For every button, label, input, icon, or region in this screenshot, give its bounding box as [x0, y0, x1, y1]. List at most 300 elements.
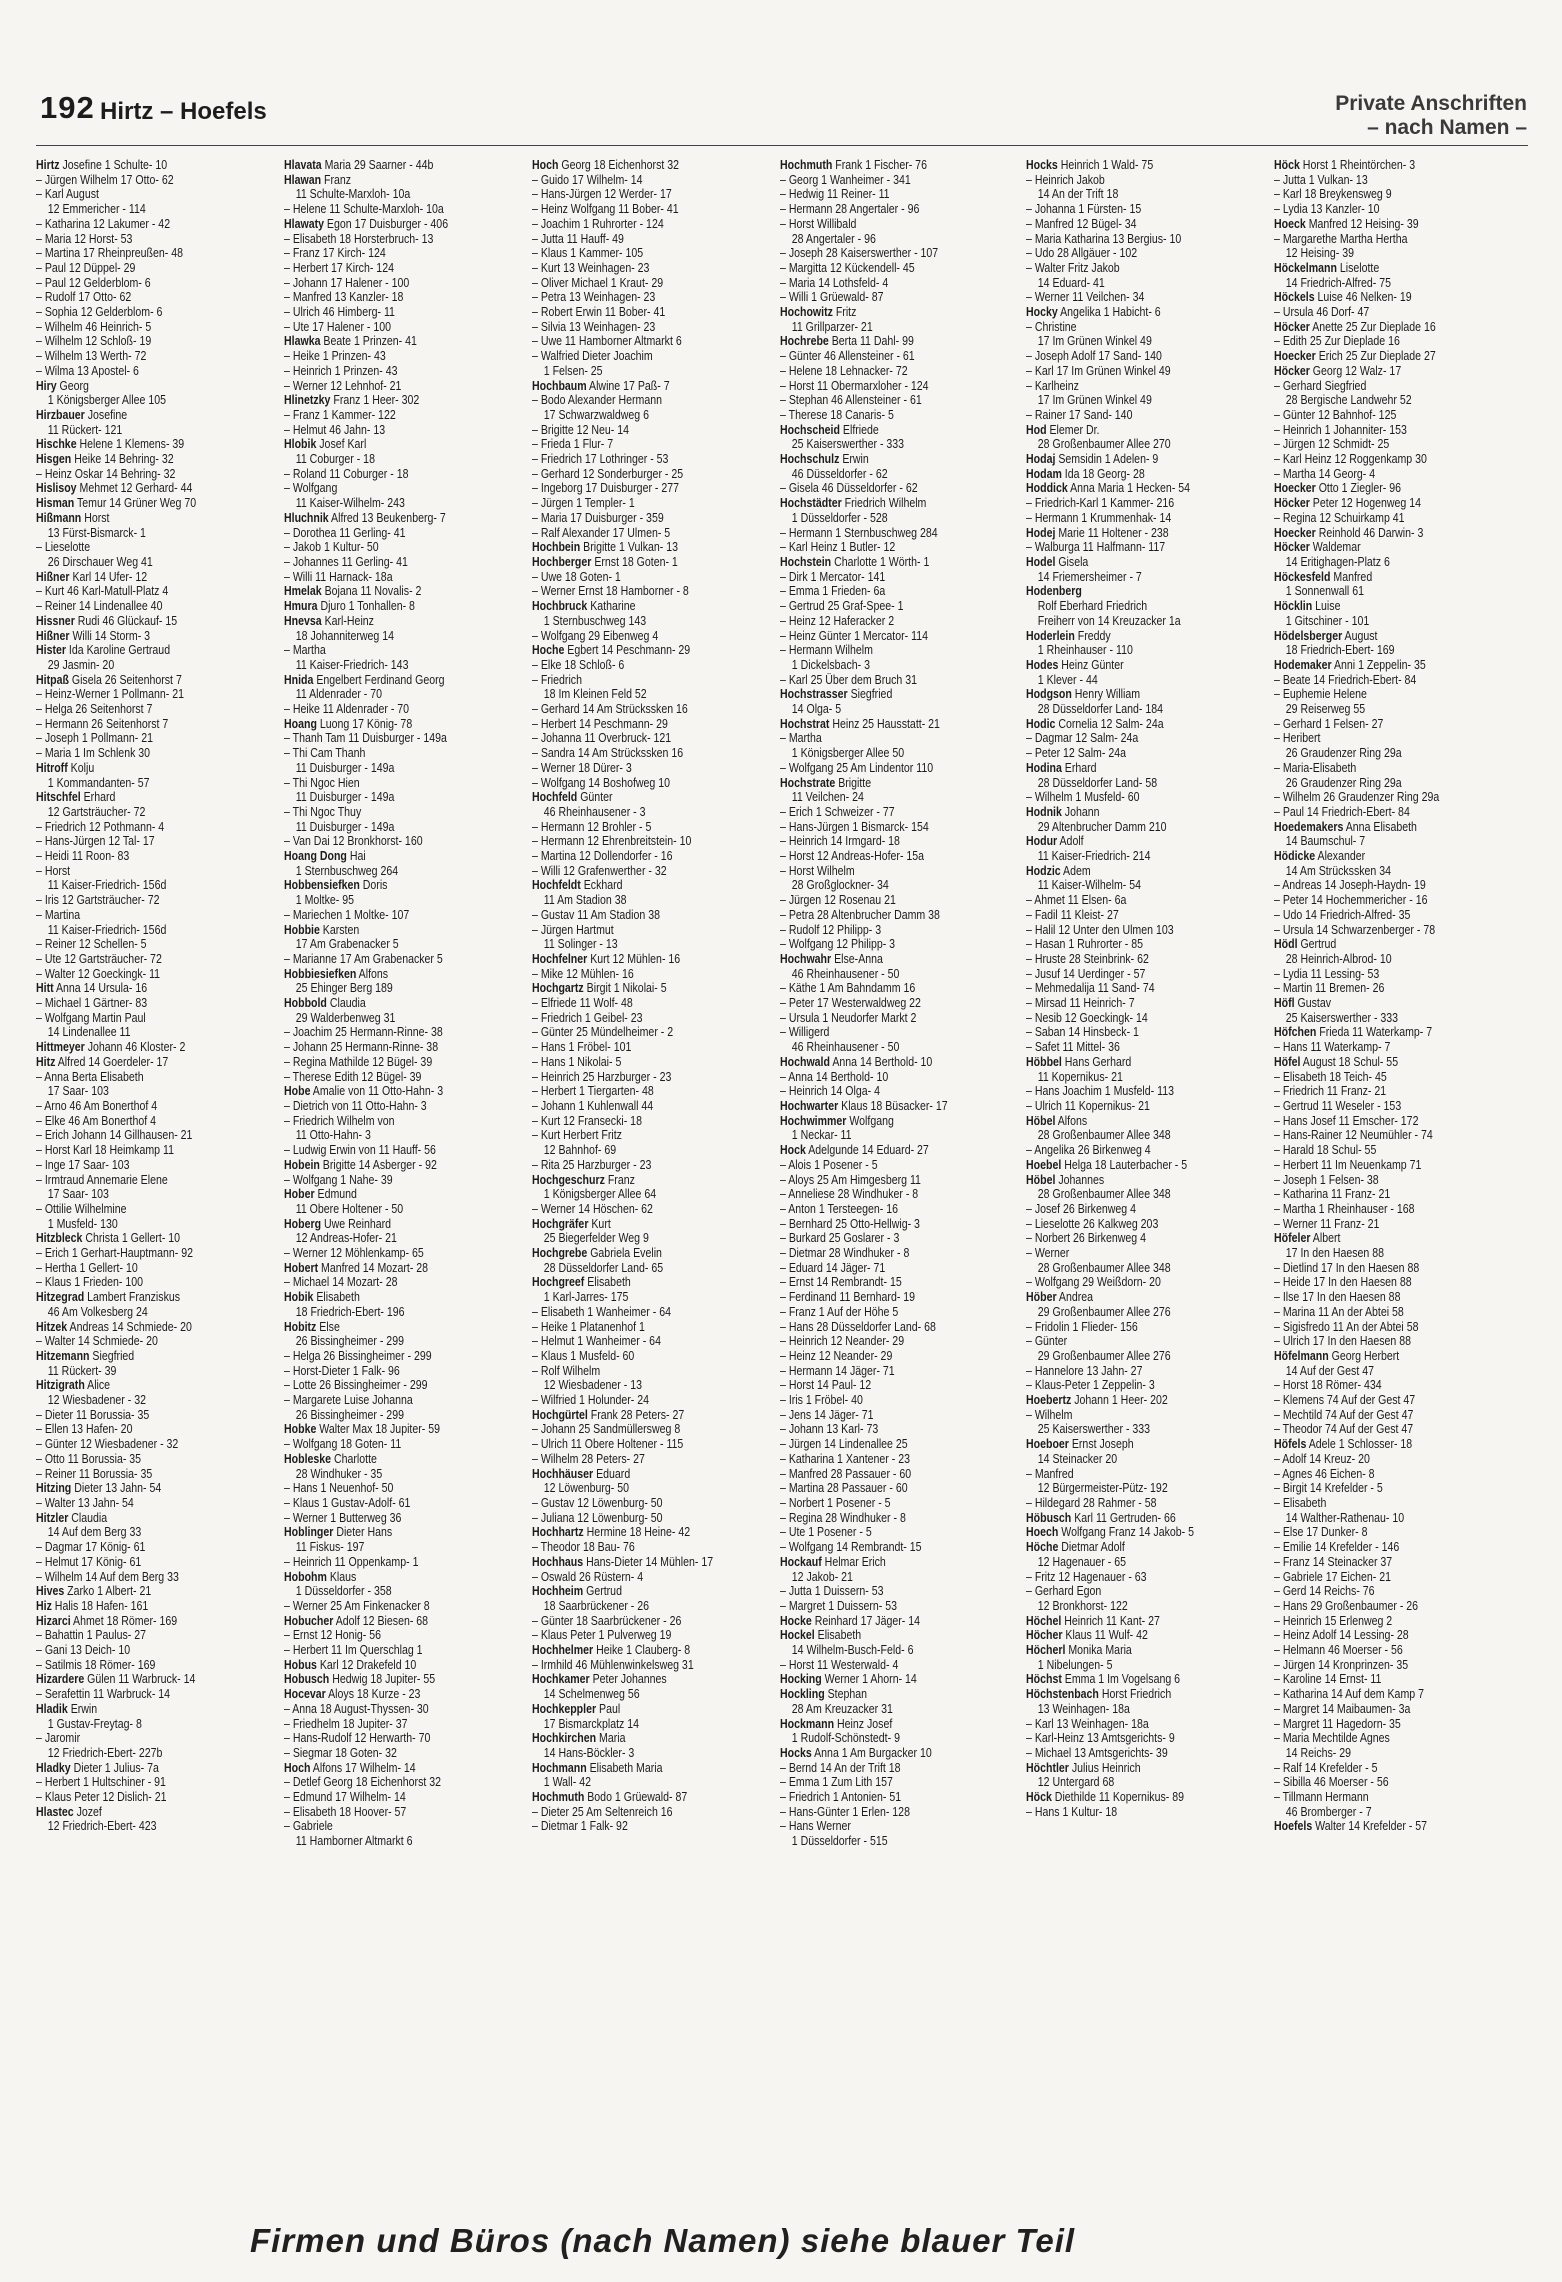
entry-details: Stephan [824, 1687, 868, 1702]
entry-surname: Hocky [1026, 305, 1058, 320]
entry-member: – Fadil 11 Kleist- 27 [1026, 907, 1119, 922]
entry-details: Horst [81, 510, 110, 525]
entry-surname: Hisgen [36, 452, 72, 467]
entry-surname: Hochmuth [780, 158, 833, 172]
entry-details: Zarko 1 Albert- 21 [64, 1584, 152, 1599]
entry-surname: Hirzbauer [36, 407, 85, 422]
entry-surname-line [780, 1687, 978, 1702]
entry-details: Gabriela Evelin [587, 1246, 662, 1261]
entry-member: – Regina Mathilde 12 Bügel- 39 [284, 1054, 433, 1069]
entry-surname-line [36, 1231, 234, 1246]
entry-continuation: 1 Gustav-Freytag- 8 [47, 1716, 142, 1731]
entry-surname-line [1026, 687, 1224, 702]
entry-member: – Heinz 12 Neander- 29 [780, 1348, 893, 1363]
entry-details: Karl 11 Gertruden- 66 [1071, 1510, 1176, 1525]
entry-surname: Hißner [36, 628, 70, 643]
entry-surname: Hödicke [1274, 849, 1316, 864]
entry-surname: Hochrebe [780, 334, 829, 349]
entry-surname: Hlawaty [284, 216, 324, 231]
entry-member: – Gustav 11 Am Stadion 38 [532, 907, 661, 922]
entry-member: – Helmut 46 Jahn- 13 [284, 422, 386, 437]
entry-surname-line [1274, 364, 1472, 379]
entry-surname: Hoebel [1026, 1157, 1062, 1172]
entry-continuation: 12 Untergard 68 [1037, 1775, 1115, 1790]
entry-surname: Höcker [1274, 496, 1310, 511]
entry-surname: Hocks [780, 1745, 812, 1760]
entry-details: Katharine [587, 599, 636, 614]
directory-column [1274, 158, 1510, 2208]
entry-continuation: 14 Auf der Gest 47 [1285, 1363, 1374, 1378]
entry-surname: Hodes [1026, 657, 1059, 672]
entry-details: Horst 1 Rheintörchen- 3 [1299, 158, 1416, 172]
entry-surname: Hoberg [284, 1216, 322, 1231]
entry-details: Albert [1310, 1231, 1341, 1246]
section-title-line2: – nach Namen – [1367, 116, 1527, 139]
entry-continuation: 26 Graudenzer Ring 29a [1285, 775, 1402, 790]
entry-surname: Hochmuth [532, 1790, 585, 1805]
entry-member: – Siegmar 18 Goten- 32 [284, 1745, 397, 1760]
entry-surname: Hitschfel [36, 790, 81, 805]
entry-surname-line [36, 1761, 234, 1776]
entry-member: – Petra 28 Altenbrucher Damm 38 [780, 907, 940, 922]
entry-surname-line [1274, 481, 1472, 496]
entry-member: – Ernst 12 Honig- 56 [284, 1628, 382, 1643]
entry-details: Bodo 1 Grüewald- 87 [584, 1790, 688, 1805]
entry-details: Dietmar Adolf [1058, 1540, 1125, 1555]
entry-surname-line [284, 1084, 482, 1099]
entry-member: – Werner 11 Veilchen- 34 [1026, 290, 1145, 305]
entry-surname-line [36, 481, 234, 496]
entry-member: – Jürgen 1 Templer- 1 [532, 496, 635, 511]
entry-continuation: 12 Friedrich-Ebert- 227b [47, 1745, 163, 1760]
entry-details: Charlotte 1 Wörth- 1 [831, 554, 930, 569]
entry-member: – Norbert 26 Birkenweg 4 [1026, 1231, 1146, 1246]
entry-continuation: 11 Coburger - 18 [295, 452, 375, 467]
entry-continuation: 11 Fiskus- 197 [295, 1540, 365, 1555]
entry-member: – Horst 18 Römer- 434 [1274, 1378, 1382, 1393]
entry-surname-line [1274, 570, 1472, 585]
entry-member: – Heinz-Werner 1 Pollmann- 21 [36, 687, 184, 702]
entry-details: August 18 Schul- 55 [1300, 1054, 1399, 1069]
entry-details: Wolfgang Franz 14 Jakob- 5 [1058, 1525, 1194, 1540]
entry-surname: Hochbein [532, 540, 581, 555]
entry-member: – Uwe 18 Goten- 1 [532, 569, 621, 584]
entry-member: – Ilse 17 In den Haesen 88 [1274, 1290, 1401, 1305]
entry-member: – Iris 1 Fröbel- 40 [780, 1393, 863, 1408]
entry-surname-line [284, 673, 482, 688]
entry-surname: Hitzek [36, 1319, 68, 1334]
entry-member: – Anneliese 28 Windhuker - 8 [780, 1187, 919, 1202]
entry-member: – Horst 11 Westerwald- 4 [780, 1657, 899, 1672]
entry-member: – Heide 17 In den Haesen 88 [1274, 1275, 1412, 1290]
entry-continuation: 28 Großenbaumer Allee 348 [1037, 1260, 1171, 1275]
entry-member: – Klaus 1 Kammer- 105 [532, 246, 644, 261]
entry-continuation: 12 Wiesbadener - 13 [543, 1378, 642, 1393]
entry-member: – Günter 46 Allensteiner - 61 [780, 349, 915, 364]
entry-continuation: 14 Auf dem Berg 33 [47, 1525, 142, 1540]
entry-continuation: 14 Steinacker 20 [1037, 1451, 1118, 1466]
entry-continuation: 25 Kaiserswerther - 333 [1285, 1010, 1399, 1025]
entry-member: – Wilhelm 14 Auf dem Berg 33 [36, 1569, 179, 1584]
entry-member: – Werner 14 Höschen- 62 [532, 1201, 653, 1216]
entry-member: – Kurt 13 Weinhagen- 23 [532, 260, 650, 275]
entry-continuation: 1 Nibelungen- 5 [1037, 1657, 1113, 1672]
entry-surname: Hodej [1026, 525, 1056, 540]
entry-surname: Hocke [780, 1613, 812, 1628]
entry-details: Frank 28 Peters- 27 [587, 1407, 685, 1422]
section-title [1335, 92, 1527, 140]
entry-surname: Hitt [36, 981, 54, 996]
entry-details: Egon 17 Duisburger - 406 [323, 216, 449, 231]
entry-member: – Edmund 17 Wilhelm- 14 [284, 1790, 406, 1805]
entry-continuation: 1 Klever - 44 [1037, 672, 1098, 687]
entry-member: – Hannelore 13 Jahn- 27 [1026, 1363, 1143, 1378]
directory-column [284, 158, 520, 2208]
entry-surname: Hoche [532, 643, 565, 658]
entry-member: – Tillmann Hermann [1274, 1790, 1369, 1805]
entry-surname: Hobucher [284, 1613, 334, 1628]
entry-member: – Margitta 12 Kückendell- 45 [780, 260, 915, 275]
entry-member: – Maria Katharina 13 Bergius- 10 [1026, 231, 1182, 246]
entry-surname-line [532, 878, 730, 893]
entry-member: – Heidi 11 Roon- 83 [36, 849, 130, 864]
entry-continuation: 18 Johanniterweg 14 [295, 628, 394, 643]
entry-details: Maria [596, 1731, 626, 1746]
entry-member: – Heinz Oskar 14 Behring- 32 [36, 466, 176, 481]
entry-surname: Hochbruck [532, 599, 588, 614]
entry-surname: Hodaj [1026, 452, 1056, 467]
entry-member: – Emma 1 Frieden- 6a [780, 584, 886, 599]
entry-member: – Karoline 14 Ernst- 11 [1274, 1672, 1382, 1687]
entry-member: – Heike 1 Prinzen- 43 [284, 349, 386, 364]
entry-member: – Heinrich 14 Irmgard- 18 [780, 834, 900, 849]
entry-member: – Erich Johann 14 Gillhausen- 21 [36, 1128, 193, 1143]
entry-continuation: 11 Aldenrader - 70 [295, 687, 383, 702]
entry-details: Johannes [1055, 1172, 1105, 1187]
entry-member: – Mike 12 Mühlen- 16 [532, 966, 634, 981]
entry-member: – Robert Erwin 11 Bober- 41 [532, 305, 666, 320]
entry-details: Luise [1312, 599, 1341, 614]
entry-surname: Hochschulz [780, 452, 840, 467]
entry-member: – Hans-Rainer 12 Neumühler - 74 [1274, 1128, 1433, 1143]
entry-member: – Elke 18 Schloß- 6 [532, 657, 625, 672]
entry-member: – Herbert 17 Kirch- 124 [284, 260, 394, 275]
entry-details: Eduard [593, 1466, 631, 1481]
entry-continuation: 26 Bissingheimer - 299 [295, 1334, 404, 1349]
entry-continuation: 12 Bronkhorst- 122 [1037, 1598, 1128, 1613]
entry-member: – Anna Berta Elisabeth [36, 1069, 144, 1084]
entry-details: Temur 14 Grüner Weg 70 [74, 496, 197, 511]
entry-surname: Hockauf [780, 1554, 822, 1569]
entry-surname-line [1274, 1349, 1472, 1364]
entry-details: Edmund [314, 1187, 357, 1202]
entry-details: Brigitte 14 Asberger - 92 [319, 1157, 437, 1172]
entry-member: – Werner 25 Am Finkenacker 8 [284, 1598, 430, 1613]
entry-details: Gisela [1055, 554, 1089, 569]
entry-member: – Klaus 1 Gustav-Adolf- 61 [284, 1495, 411, 1510]
entry-member: – Agnes 46 Eichen- 8 [1274, 1466, 1375, 1481]
entry-details: Adele 1 Schlosser- 18 [1306, 1437, 1413, 1452]
entry-member: – Karl Heinz 12 Roggenkamp 30 [1274, 452, 1427, 467]
entry-member: – Otto 11 Borussia- 35 [36, 1451, 142, 1466]
entry-surname: Hochhaus [532, 1554, 584, 1569]
entry-surname-line [1026, 629, 1224, 644]
entry-surname: Hochgrebe [532, 1246, 588, 1261]
entry-continuation: 11 Solinger - 13 [543, 937, 618, 952]
entry-surname-line [532, 599, 730, 614]
entry-member: – Hasan 1 Ruhrorter - 85 [1026, 937, 1144, 952]
entry-details: Kolju [67, 760, 95, 775]
entry-member: – Ursula 46 Dorf- 47 [1274, 305, 1370, 320]
entry-details: Frank 1 Fischer- 76 [832, 158, 927, 172]
entry-surname-line [36, 437, 234, 452]
entry-surname: Hobbensiefken [284, 878, 360, 893]
entry-details: Karl 12 Drakefeld 10 [316, 1657, 417, 1672]
entry-details: Lambert Franziskus [84, 1290, 181, 1305]
entry-member: – Friedrich 11 Franz- 21 [1274, 1084, 1387, 1099]
entry-surname: Hodam [1026, 466, 1062, 481]
entry-continuation: 17 Saar- 103 [47, 1187, 109, 1202]
entry-member: – Günter 18 Saarbrückener - 26 [532, 1613, 682, 1628]
entry-surname: Hoch [532, 158, 559, 172]
entry-member: – Wolfgang 12 Philipp- 3 [780, 937, 896, 952]
entry-details: Luong 17 König- 78 [316, 716, 413, 731]
entry-surname-line [284, 1687, 482, 1702]
entry-member: – Margarethe Martha Hertha [1274, 231, 1408, 246]
entry-member: – Heinrich 1 Prinzen- 43 [284, 363, 398, 378]
entry-surname: Hoeboer [1026, 1437, 1069, 1452]
entry-member: – Elisabeth 18 Horsterbruch- 13 [284, 231, 434, 246]
entry-member: – Wolfgang 14 Rembrandt- 15 [780, 1540, 922, 1555]
entry-surname-line [284, 437, 482, 452]
entry-surname-line [780, 1143, 978, 1158]
entry-continuation: 17 Saar- 103 [47, 1084, 109, 1099]
entry-member: – Wolfgang 18 Goten- 11 [284, 1437, 402, 1452]
entry-surname: Hitzbleck [36, 1231, 83, 1246]
entry-surname: Hißner [36, 569, 70, 584]
entry-details: Frieda 11 Waterkamp- 7 [1316, 1025, 1433, 1040]
entry-surname-line [284, 1658, 482, 1673]
entry-member: – Franz 17 Kirch- 124 [284, 246, 386, 261]
entry-member: – Hans 1 Neuenhof- 50 [284, 1481, 394, 1496]
entry-details: Else-Anna [831, 951, 883, 966]
entry-continuation: 11 Obere Holtener - 50 [295, 1201, 404, 1216]
entry-surname: Höcherl [1026, 1643, 1066, 1658]
entry-continuation: 14 Eduard- 41 [1037, 275, 1105, 290]
entry-member: – Thi Ngoc Thuy [284, 804, 362, 819]
entry-member: – Walter 14 Schmiede- 20 [36, 1334, 158, 1349]
entry-details: Georg 12 Walz- 17 [1309, 363, 1402, 378]
entry-surname-line [1274, 261, 1472, 276]
entry-member: – Lieselotte 26 Kalkweg 203 [1026, 1216, 1159, 1231]
entry-details: Walter 14 Krefelder - 57 [1312, 1819, 1428, 1834]
entry-surname: Hislisoy [36, 481, 77, 496]
entry-member: – Gustav 12 Löwenburg- 50 [532, 1495, 663, 1510]
entry-continuation: 29 Reiserweg 55 [1285, 702, 1366, 717]
entry-surname-line [1026, 658, 1224, 673]
entry-surname: Hirtz [36, 158, 60, 172]
entry-details: Alfons [356, 966, 389, 981]
entry-continuation: 46 Rheinhausener - 50 [791, 966, 900, 981]
entry-surname-line [532, 379, 730, 394]
entry-member: – Gerhard 14 Am Strückssken 16 [532, 702, 688, 717]
entry-details: Else [316, 1319, 340, 1334]
entry-member: – Heinrich 1 Johanniter- 153 [1274, 422, 1407, 437]
entry-details: Diethilde 11 Kopernikus- 89 [1051, 1790, 1184, 1805]
directory-columns [0, 158, 1562, 2208]
entry-member: – Van Dai 12 Bronkhorst- 160 [284, 834, 423, 849]
entry-details: Cornelia 12 Salm- 24a [1055, 716, 1164, 731]
entry-member: – Rudolf 17 Otto- 62 [36, 290, 132, 305]
entry-member: – Wilhelm 1 Musfeld- 60 [1026, 790, 1140, 805]
entry-surname: Hlavata [284, 158, 322, 172]
entry-member: – Kurt Herbert Fritz [532, 1128, 622, 1143]
entry-member: – Heinz Wolfgang 11 Bober- 41 [532, 202, 679, 217]
entry-member: – Friedrich 1 Antonien- 51 [780, 1790, 902, 1805]
entry-continuation: 14 Olga- 5 [791, 702, 842, 717]
entry-details: Otto 1 Ziegler- 96 [1315, 481, 1402, 496]
entry-surname-line [780, 1628, 978, 1643]
entry-member: – Hermann 28 Angertaler - 96 [780, 202, 920, 217]
entry-continuation: 28 Heinrich-Albrod- 10 [1285, 951, 1392, 966]
entry-surname-line [36, 379, 234, 394]
entry-details: Rudi 46 Glückauf- 15 [74, 613, 178, 628]
entry-member: – Edith 25 Zur Dieplade 16 [1274, 334, 1400, 349]
entry-surname-line [1026, 555, 1224, 570]
entry-member: – Franz 1 Kammer- 122 [284, 407, 396, 422]
entry-surname-line [780, 555, 978, 570]
entry-surname-line [1026, 1628, 1224, 1643]
entry-surname-line [36, 408, 234, 423]
entry-surname-line [1026, 305, 1224, 320]
entry-member: – Wolfgang 1 Nahe- 39 [284, 1172, 393, 1187]
entry-member: – Dieter 11 Borussia- 35 [36, 1407, 150, 1422]
entry-surname: Hischke [36, 437, 77, 452]
entry-surname-line [532, 1584, 730, 1599]
entry-surname-line [1026, 1540, 1224, 1555]
entry-continuation: 1 Königsberger Allee 105 [47, 393, 166, 408]
entry-member: – Ellen 13 Hafen- 20 [36, 1422, 133, 1437]
entry-continuation: 11 Duisburger - 149a [295, 819, 395, 834]
entry-member: – Anton 1 Tersteegen- 16 [780, 1201, 899, 1216]
entry-member: – Paul 14 Friedrich-Ebert- 84 [1274, 804, 1410, 819]
entry-surname: Hlawan [284, 172, 322, 187]
entry-continuation: 12 Friedrich-Ebert- 423 [47, 1819, 157, 1834]
entry-member: – Jürgen Hartmut [532, 922, 614, 937]
entry-surname: Hoecker [1274, 481, 1316, 496]
entry-continuation: 29 Walderbenweg 31 [295, 1010, 396, 1025]
entry-surname-line [780, 1746, 978, 1761]
entry-member: – Petra 13 Weinhagen- 23 [532, 290, 656, 305]
entry-member: – Helga 26 Seitenhorst 7 [36, 702, 153, 717]
entry-surname-line [780, 687, 978, 702]
entry-surname: Hobke [284, 1422, 317, 1437]
entry-member: – Bernd 14 An der Trift 18 [780, 1760, 901, 1775]
entry-member: – Georg 1 Wanheimer - 341 [780, 172, 911, 187]
entry-surname: Hoang Dong [284, 849, 347, 864]
entry-continuation: 29 Großenbaumer Allee 276 [1037, 1348, 1171, 1363]
entry-member: – Sibilla 46 Moerser - 56 [1274, 1775, 1389, 1790]
entry-surname: Hlawka [284, 334, 321, 349]
entry-member: – Heinrich 25 Harzburger - 23 [532, 1069, 672, 1084]
entry-surname: Hodur [1026, 834, 1058, 849]
entry-member: – Wilhelm 26 Graudenzer Ring 29a [1274, 790, 1440, 805]
entry-member: – Klaus Peter 12 Dislich- 21 [36, 1790, 167, 1805]
entry-continuation: 14 Wilhelm-Busch-Feld- 6 [791, 1643, 914, 1658]
entry-surname: Höbel [1026, 1172, 1056, 1187]
entry-surname-line [1026, 481, 1224, 496]
entry-details: Jozef [73, 1804, 102, 1819]
entry-continuation: 1 Düsseldorfer - 528 [791, 510, 888, 525]
entry-member: – Karl Heinz 1 Butler- 12 [780, 540, 896, 555]
entry-member: – Joachim 1 Ruhrorter - 124 [532, 216, 664, 231]
entry-surname-line [1026, 584, 1224, 599]
entry-surname-line [1026, 1511, 1224, 1526]
entry-details: Karl 14 Ufer- 12 [69, 569, 148, 584]
entry-member: – Maria 14 Lothsfeld- 4 [780, 275, 889, 290]
entry-member: – Peter 17 Westerwaldweg 22 [780, 996, 921, 1011]
entry-continuation: 1 Karl-Jarres- 175 [543, 1290, 629, 1305]
entry-details: Georg Herbert [1328, 1348, 1400, 1363]
entry-continuation: 28 Großenbaumer Allee 348 [1037, 1187, 1171, 1202]
entry-surname: Hochgartz [532, 981, 584, 996]
entry-member: – Hermann Wilhelm [780, 643, 873, 658]
entry-member: – Margret 11 Hagedorn- 35 [1274, 1716, 1401, 1731]
entry-member: – Elisabeth 18 Hoover- 57 [284, 1804, 407, 1819]
entry-member: – Thanh Tam 11 Duisburger - 149a [284, 731, 447, 746]
entry-member: – Wilhelm 28 Peters- 27 [532, 1451, 645, 1466]
entry-member: – Ulrich 46 Himberg- 11 [284, 305, 395, 320]
entry-surname: Höckels [1274, 290, 1315, 305]
entry-surname-line [36, 1378, 234, 1393]
entry-member: – Werner 12 Möhlenkamp- 65 [284, 1246, 424, 1261]
entry-details: Doris [359, 878, 388, 893]
entry-member: – Bahattin 1 Paulus- 27 [36, 1628, 146, 1643]
entry-surname: Hissner [36, 613, 75, 628]
entry-surname-line [1274, 996, 1472, 1011]
entry-details: Alwine 17 Paß- 7 [586, 378, 670, 393]
entry-member: – Ralf 14 Krefelder - 5 [1274, 1760, 1378, 1775]
entry-continuation: 46 Am Volkesberg 24 [47, 1304, 148, 1319]
entry-continuation: 11 Schulte-Marxloh- 10a [295, 187, 411, 202]
directory-column [36, 158, 272, 2208]
entry-surname: Hochkamer [532, 1672, 590, 1687]
entry-member: – Elisabeth [1274, 1495, 1327, 1510]
entry-details: Hans Gerhard [1061, 1054, 1132, 1069]
entry-surname: Hoeck [1274, 216, 1306, 231]
entry-details: Eckhard [580, 878, 623, 893]
entry-member: – Mariechen 1 Moltke- 107 [284, 907, 410, 922]
entry-continuation: 17 Am Grabenacker 5 [295, 937, 399, 952]
directory-column [532, 158, 768, 2208]
entry-surname-line [284, 1158, 482, 1173]
entry-surname: Hoebertz [1026, 1393, 1072, 1408]
entry-member: – Reiner 11 Borussia- 35 [36, 1466, 153, 1481]
entry-surname: Höchst [1026, 1672, 1062, 1687]
entry-member: – Johanna 1 Fürsten- 15 [1026, 202, 1142, 217]
entry-member: – Werner 12 Lehnhof- 21 [284, 378, 402, 393]
entry-member: – Werner Ernst 18 Hamborner - 8 [532, 584, 689, 599]
entry-surname-line [284, 996, 482, 1011]
entry-details: Manfred 14 Mozart- 28 [318, 1260, 429, 1275]
entry-continuation: 14 Reichs- 29 [1285, 1745, 1352, 1760]
entry-surname: Hödelsberger [1274, 628, 1343, 643]
entry-surname: Hod [1026, 422, 1047, 437]
entry-details: Halis 18 Hafen- 161 [51, 1598, 149, 1613]
entry-surname-line [36, 1599, 234, 1614]
entry-surname: Höchel [1026, 1613, 1062, 1628]
entry-member: – Ahmet 11 Elsen- 6a [1026, 893, 1127, 908]
